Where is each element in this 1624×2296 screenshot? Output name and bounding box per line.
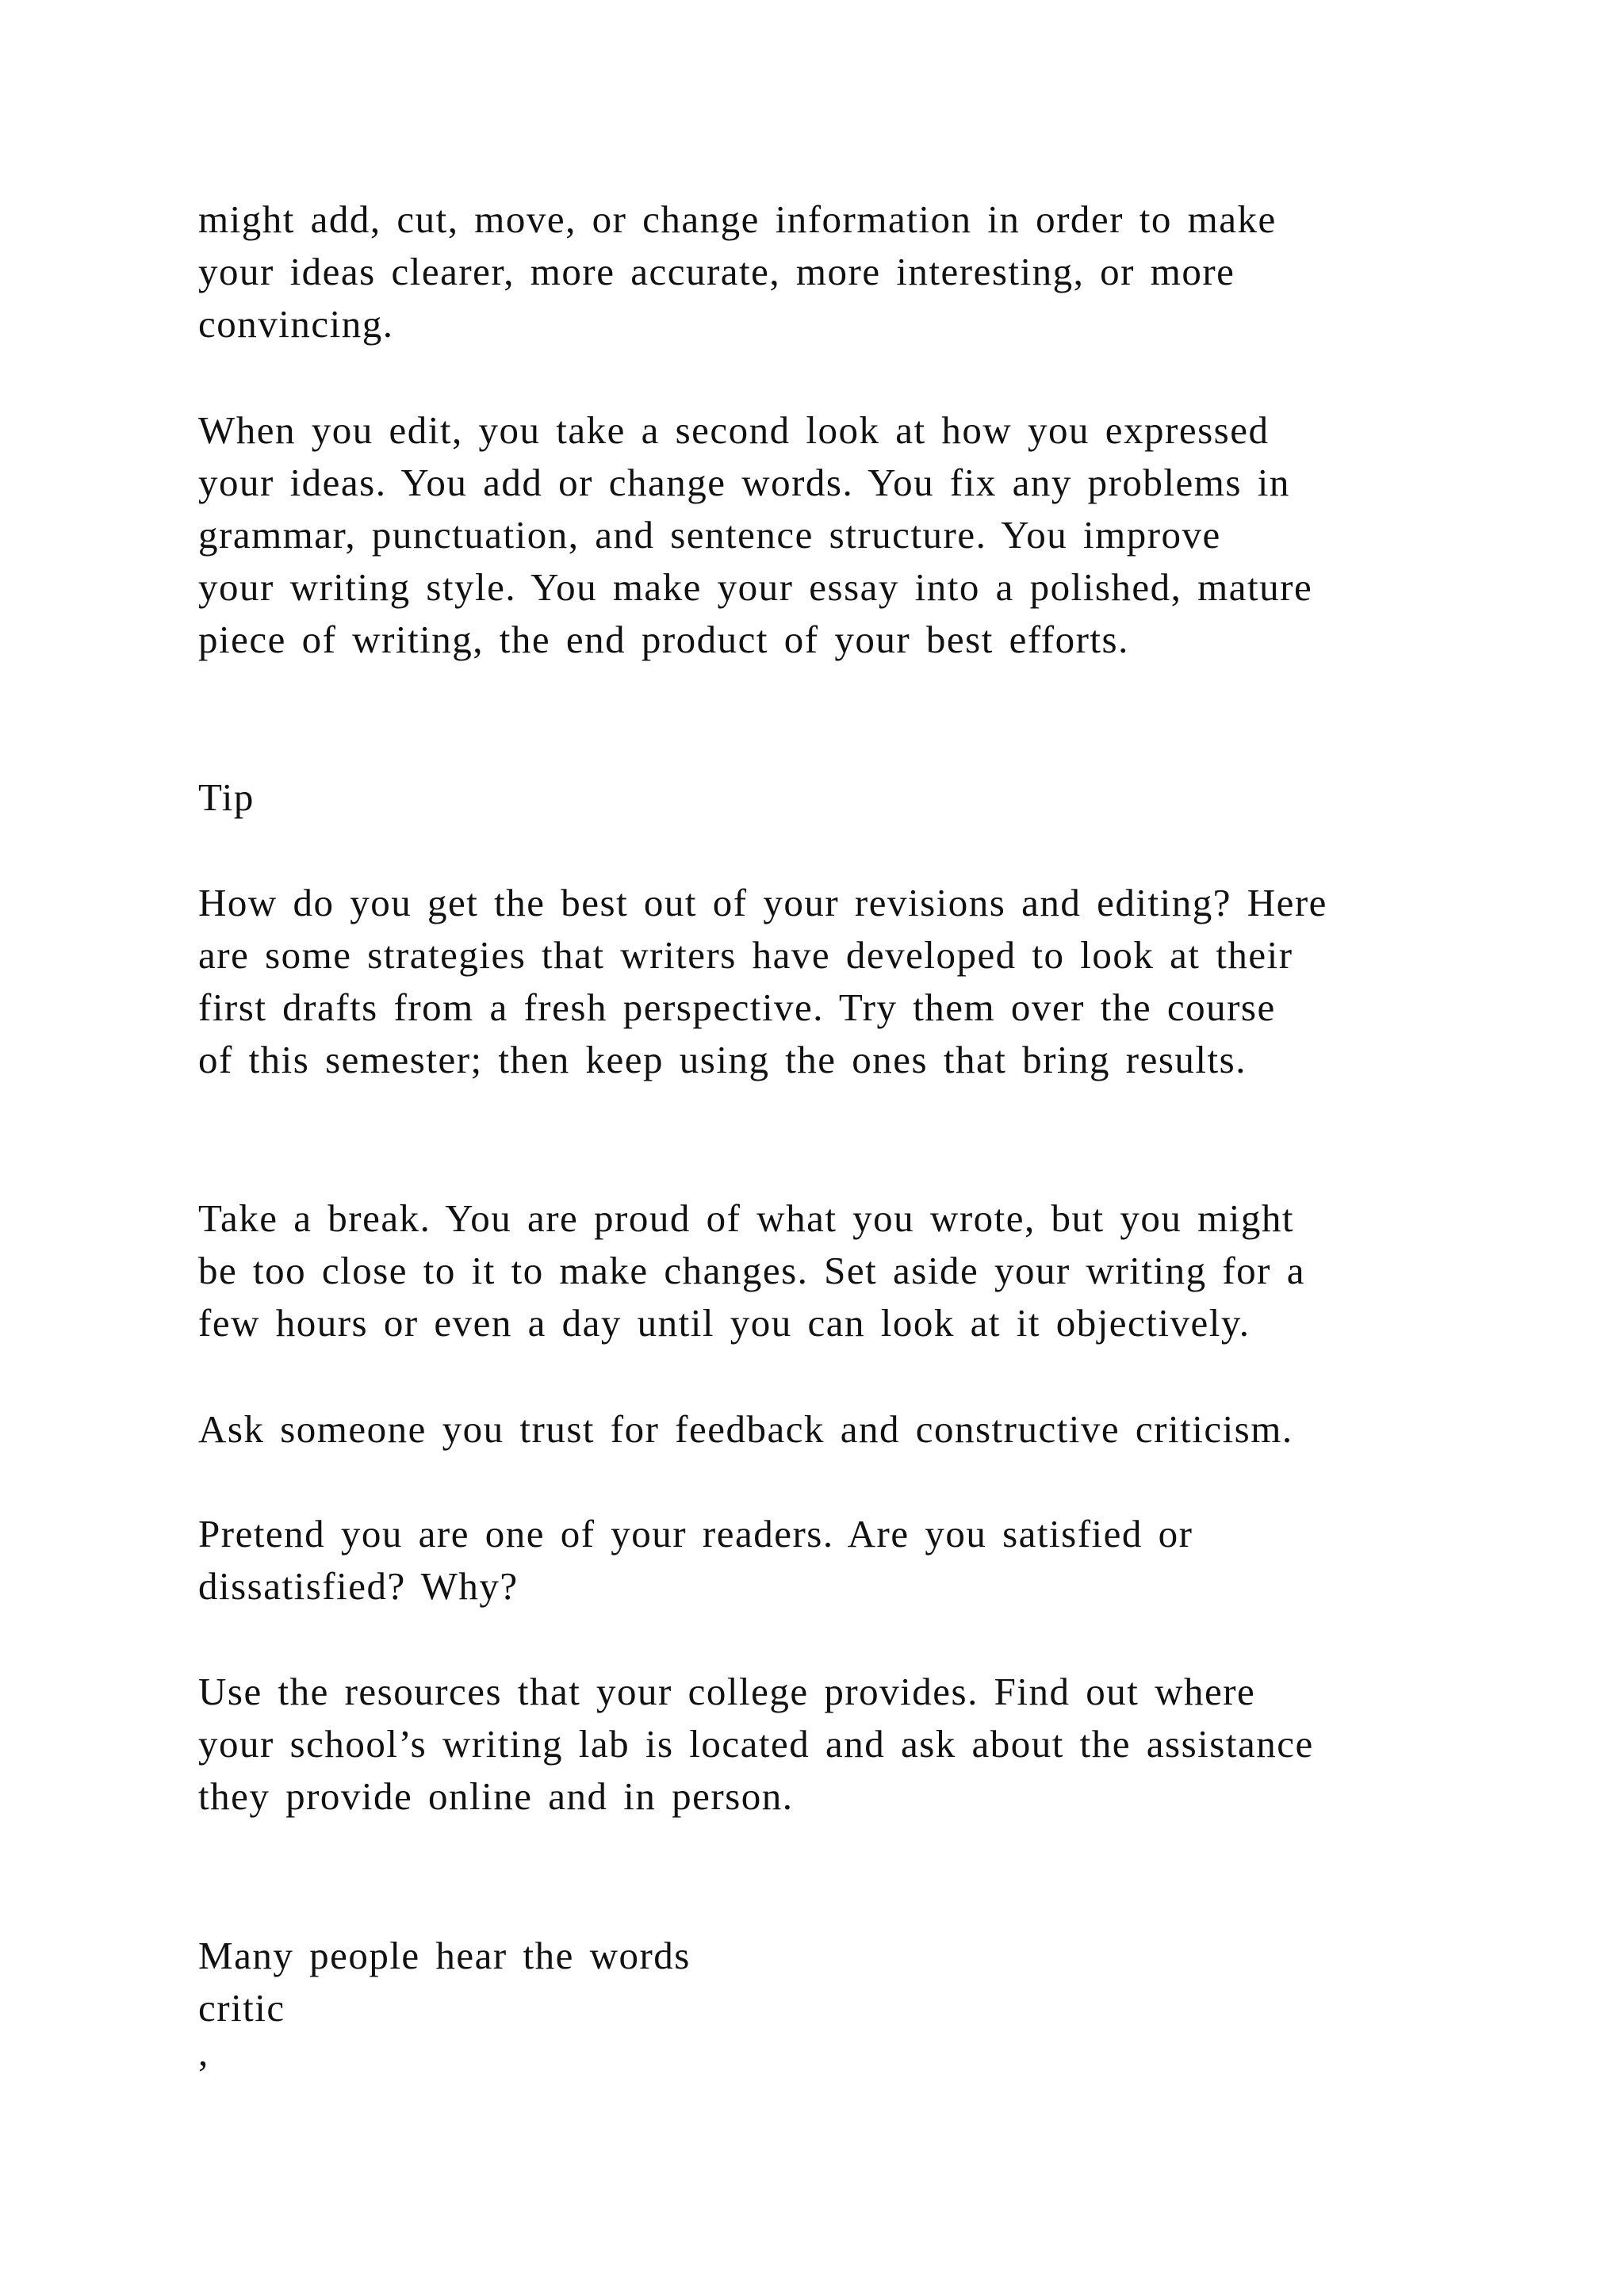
text-line: critic [198,1986,285,2030]
text-line: How do you get the best out of your revisions and editing? Here [198,881,1327,924]
text-line: convincing. [198,302,394,346]
text-line: be too close to it to make changes. Set aside your writing for a [198,1249,1305,1292]
text-line: grammar, punctuation, and sentence structure. You improve [198,513,1221,557]
text-line: your writing style. You make your essay into a polished, mature [198,565,1313,609]
section-heading: Tip [198,775,255,819]
text-line: first drafts from a fresh perspective. Try them over the course [198,985,1276,1029]
text-line: , [198,2030,209,2074]
text-line: Ask someone you trust for feedback and constructive criticism. [198,1407,1293,1451]
text-line: dissatisfied? Why? [198,1564,519,1608]
text-line: are some strategies that writers have developed to look at their [198,933,1293,977]
text-line: your ideas. You add or change words. You fix any problems in [198,461,1290,504]
text-line: few hours or even a day until you can look at it objectively. [198,1301,1251,1345]
text-line: Use the resources that your college provides. Find out where [198,1670,1256,1713]
text-line: Many people hear the words [198,1934,691,1977]
text-line: Take a break. You are proud of what you wrote, but you might [198,1196,1294,1240]
text-line: of this semester; then keep using the ones that bring results. [198,1038,1247,1081]
text-line: they provide online and in person. [198,1774,794,1818]
text-line: your school’s writing lab is located and ask about the assistance [198,1722,1314,1766]
text-line: might add, cut, move, or change information in order to make [198,197,1277,241]
text-line: your ideas clearer, more accurate, more interesting, or more [198,250,1235,293]
text-line: When you edit, you take a second look at how you expressed [198,408,1270,452]
text-line: Pretend you are one of your readers. Are you satisfied or [198,1512,1193,1556]
text-line: piece of writing, the end product of your best efforts. [198,618,1129,661]
